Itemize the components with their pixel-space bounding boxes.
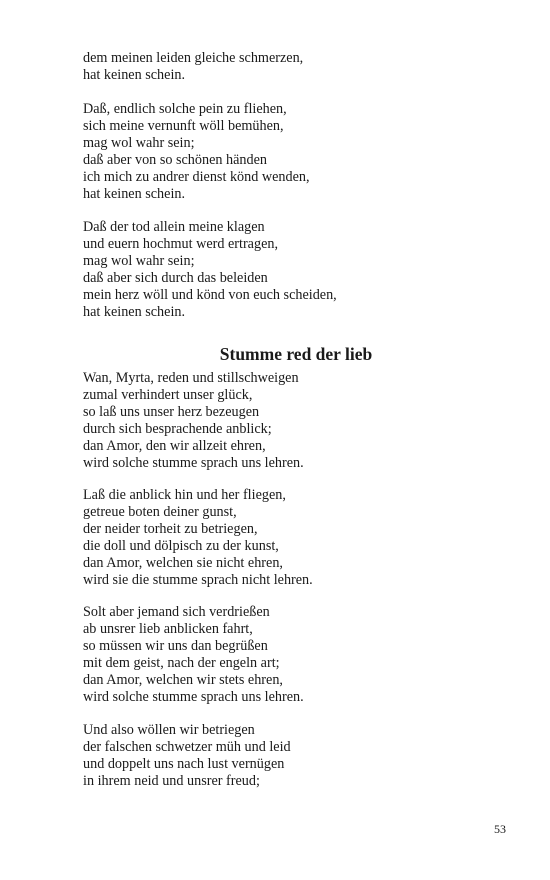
verse-line: die doll und dölpisch zu der kunst, [83, 538, 279, 554]
verse-line: hat keinen schein. [83, 304, 186, 320]
poem-title: Stumme red der lieb [219, 344, 373, 364]
verse-line: dan Amor, welchen sie nicht ehren, [83, 555, 283, 571]
verse-line: Solt aber jemand sich verdrießen [83, 604, 270, 620]
verse-line: dem meinen leiden gleiche schmerzen, [83, 50, 304, 66]
verse-line: der falschen schwetzer müh und leid [83, 739, 291, 755]
verse-line: mag wol wahr sein; [83, 253, 195, 269]
verse-line: hat keinen schein. [83, 67, 186, 83]
verse-line: ab unsrer lieb anblicken fahrt, [83, 621, 253, 637]
verse-line: daß aber sich durch das beleiden [83, 270, 268, 286]
verse-line: dan Amor, welchen wir stets ehren, [83, 672, 283, 688]
verse-line: und euern hochmut werd ertragen, [83, 236, 279, 252]
verse-line: zumal verhindert unser glück, [83, 387, 253, 403]
verse-line: mein herz wöll und könd von euch scheiden, [83, 287, 337, 303]
verse-line: so laß uns unser herz bezeugen [83, 404, 260, 420]
verse-line: Daß der tod allein meine klagen [83, 219, 265, 235]
stanza [83, 722, 291, 790]
verse-line: in ihrem neid und unsrer freud; [83, 773, 260, 789]
verse-line: wird sie die stumme sprach nicht lehren. [83, 572, 313, 588]
verse-line: dan Amor, den wir allzeit ehren, [83, 438, 266, 454]
verse-line: daß aber von so schönen händen [83, 152, 267, 168]
verse-line: mag wol wahr sein; [83, 135, 195, 151]
verse-line: Und also wöllen wir betriegen [83, 722, 255, 738]
verse-line: wird solche stumme sprach uns lehren. [83, 689, 304, 705]
stanza [83, 219, 337, 321]
verse-line: getreue boten deiner gunst, [83, 504, 237, 520]
verse-line: hat keinen schein. [83, 186, 186, 202]
verse-line: Wan, Myrta, reden und stillschweigen [83, 370, 299, 386]
verse-line: wird solche stumme sprach uns lehren. [83, 455, 304, 471]
verse-line: so müssen wir uns dan begrüßen [83, 638, 268, 654]
stanza [83, 101, 310, 203]
stanza [83, 604, 304, 706]
verse-line: Daß, endlich solche pein zu fliehen, [83, 101, 287, 117]
verse-line: sich meine vernunft wöll bemühen, [83, 118, 284, 134]
stanza [83, 487, 313, 589]
verse-line: und doppelt uns nach lust vernügen [83, 756, 285, 772]
stanza [83, 370, 304, 472]
verse-line: durch sich besprachende anblick; [83, 421, 272, 437]
verse-line: mit dem geist, nach der engeln art; [83, 655, 280, 671]
verse-line: der neider torheit zu betriegen, [83, 521, 258, 537]
page-number: 53 [494, 822, 506, 836]
stanza [83, 50, 303, 84]
verse-line: Laß die anblick hin und her fliegen, [83, 487, 286, 503]
verse-line: ich mich zu andrer dienst könd wenden, [83, 169, 310, 185]
